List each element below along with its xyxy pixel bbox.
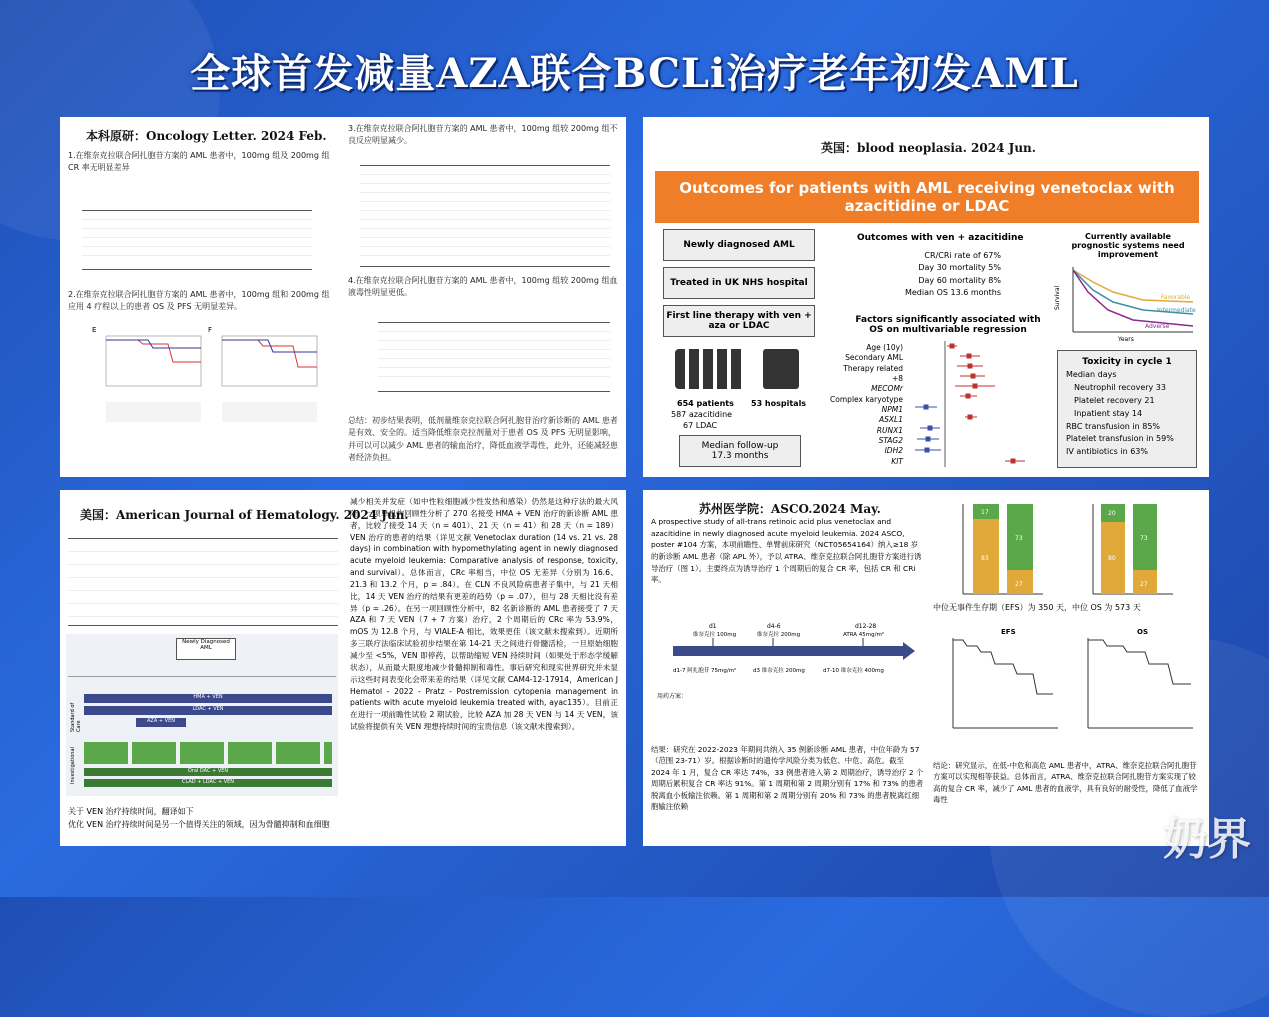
panel3-body-text: 减少相关并发症（如中性粒细胞减少性发热和感染）仍然是这种疗法的最大风险。一项单机构回顾性分析了 270 名接受 HMA + VEN 治疗的新诊断 AML 患者，比较了接受 14 天（n = 401）、21 天（n = 41）和 28 天（n = 189）VEN 治疗的患者的结果（详见文献 Venetoclax duration (14 vs. 21 vs. 28 days) in combination with hypomethylating agent in newly diagnosed acute myeloid leukemia: Comparative analysis of response, toxicity, and survival）。总体而言，CRc 率相当，中位 OS 无差异（分别为 16.6、21.3 和 13.2 个月，p = .84）。在 CLN 不良风险病患者子集中，与 21 天相比，14 天 VEN 治疗的结果有更差的趋势（p = .07），但与 28 天相比没有差异（p = .26）。在另一项回顾性分析中，82 名新诊断的 AML 患者接受了 7 天 AZA 和 7 天 VEN（7 + 7 方案）治疗，2 个周期后的 CRc 率为 53.9%，mOS 为 12.8 个月，与 VIALE-A 相比，效果更佳（该文献未搜索到）。近期所多三联疗法临床试验初步结果在第 14-21 天之间进行骨髓活检，一旦原始细胞减少至 <5%，VEN 即停药，以帮助缩短 VEN 持续时间（如果处于形态学缓解状态），从而最大限度地减少骨髓抑制和毒性。事后研究和现实世界研究并未显示这些时间表变化会带来差的结果（详见文献 CAM4-12-17914，American J Hematol - 2022 - Pratz - Postremission cytopenia management in patients with acute myeloid leukemia treated with, ayac135）。目前正在进行一项前瞻性试验 2 期试验，比较 AZA 加 28 天 VEN 与 14 天 VEN，该试验将提供有关 VEN 理想持续时间的宝贵信息（该文献未搜索到）。 [350, 497, 618, 732]
toxicity-item: IV antibiotics in 63% [1066, 447, 1148, 457]
regimen-label: 用药方案： [657, 693, 688, 700]
panel-oncology-letter [60, 117, 626, 477]
panel-asco [643, 490, 1209, 846]
toxicity-box [1057, 350, 1197, 468]
transfusion-bar-charts [933, 498, 1203, 618]
hospital-icon [763, 349, 799, 389]
ldac-count: 67 LDAC [683, 421, 718, 430]
panel-ajh [60, 490, 626, 846]
years-axis-label: Years [1118, 336, 1134, 342]
timeline-label-d1: d1 [709, 623, 717, 630]
patients-count: 654 patients [677, 399, 734, 408]
timeline-below-1: d1-7 阿扎胞苷 75mg/m² [673, 668, 737, 674]
bar-value-d2: 27 [1140, 581, 1148, 588]
os-title: OS [1137, 628, 1148, 636]
box-first-line: First line therapy with ven + aza or LDAC [663, 305, 815, 337]
table-hematologic-toxicity [378, 322, 610, 392]
efs-title: EFS [1001, 628, 1016, 636]
treatment-flow-diagram [66, 634, 338, 796]
bar-value-a1: 17 [981, 509, 989, 516]
efs-os-median: 中位无事件生存期（EFS）为 350 天，中位 OS 为 573 天 [933, 603, 1141, 612]
bar-value-b1: 83 [981, 555, 989, 562]
bar-hma-ven: HMA + VEN [84, 694, 332, 703]
factors-title: Factors significantly associated with OS on multivariable regression [855, 315, 1041, 335]
prognostic-title: Currently available prognostic systems need improvement [1071, 232, 1185, 259]
toxicity-item: Platelet transfusion in 59% [1066, 434, 1174, 444]
outcome-item: CR/CRi rate of 67% [924, 251, 1001, 260]
factor-label: Secondary AML [845, 353, 903, 363]
panel1-point4: 4.在维奈克拉联合阿扎胞苷方案的 AML 患者中，100mg 组较 200mg 组血液毒性明显更低。 [348, 276, 618, 298]
box-newly-diagnosed: Newly diagnosed AML [663, 229, 815, 261]
factor-label: STAG2 [878, 436, 903, 446]
table-adverse-events [360, 165, 610, 267]
outcome-item: Day 30 mortality 5% [918, 263, 1001, 273]
toxicity-item: RBC transfusion in 85% [1066, 421, 1161, 431]
factor-label: +8 [891, 374, 903, 384]
legend-favorable: Favorable [1161, 294, 1191, 301]
forest-plot [905, 341, 1040, 469]
factor-label: Therapy related [843, 363, 903, 373]
legend-adverse: Adverse [1145, 323, 1170, 330]
panel1-point1: 1.在维奈克拉联合阿扎胞苷方案的 AML 患者中，100mg 组及 200mg 组 CR 率无明显差异 [68, 151, 330, 173]
bar-aza-ven: AZA + VEN [136, 718, 186, 727]
followup-value: 17.3 months [711, 451, 769, 461]
toxicity-item: Median days [1066, 370, 1117, 380]
legend-intermediate: Intermediate [1157, 307, 1196, 314]
toxicity-item: Neutrophil recovery 33 [1074, 383, 1166, 393]
flow-title: Newly Diagnosed AML [176, 638, 236, 660]
toxicity-item: Inpatient stay 14 [1074, 408, 1143, 418]
timeline-label-d12: d12-28 [855, 623, 877, 630]
page-title: 全球首发减量AZA联合BCLi治疗老年初发AML [190, 50, 1079, 97]
factor-label: Complex karyotype [830, 394, 903, 404]
bar-value-b2: 27 [1015, 581, 1023, 588]
panel1-summary: 总结：初步结果表明，低剂量维奈克拉联合阿扎胞苷治疗新诊断的 AML 患者是有效、安全的。适当降低维奈克拉剂量对于患者 OS 及 PFS 无明显影响，并可以可以减少 AML 患者的输血治疗，降低血液学毒性，此外，还能减轻患者经济负担。 [348, 416, 618, 463]
timeline-dose-3: ATRA 45mg/m² [843, 632, 885, 638]
hospitals-count: 53 hospitals [751, 399, 807, 408]
factor-label: ASXL1 [879, 415, 903, 425]
azacitidine-count: 587 azacitidine [671, 410, 733, 419]
side-label-standard: Standard of Care [70, 702, 82, 732]
factor-label: IDH2 [884, 446, 903, 456]
km-plots-os-pfs [88, 322, 328, 432]
panel2-source: 英国：blood neoplasia. 2024 Jun. [821, 141, 1036, 155]
panel3-source: 美国：American Journal of Hematology. 2024 Jun. [80, 508, 409, 522]
factor-label: KIT [891, 456, 903, 466]
panel1-source: 本科原研：Oncology Letter. 2024 Feb. [86, 129, 327, 143]
panel4-result: 结果：研究在 2022-2023 年期间共纳入 35 例新诊断 AML 患者，中位年龄为 57（范围 23-71）岁。根据诊断时的遗传学风险分类为低危、中危、高危。截至 2024 年 1 月，复合 CR 率达 74%，33 例患者进入第 2 周期治疗，诱导治疗 2 个周期后累积复合 CR 率达 91%。第 1 周期和第 2 周期分别有 17% 和 73% 的患者脱离血小板输注依赖。第 1 周期和第 2 周期分别有 20% 和 73% 的患者脱离红细胞输注依赖 [651, 745, 924, 812]
table-ven-regimens [68, 538, 338, 626]
bar-value-c1: 20 [1108, 510, 1116, 517]
side-label-investigational: Investigational [70, 747, 76, 784]
factor-label: NPM1 [881, 405, 903, 415]
timeline-dose-2: 维奈克拉 200mg [757, 632, 801, 638]
treatment-timeline [653, 610, 921, 730]
bar-clad-ldac: CLAD + LDAC + VEN [84, 779, 332, 787]
followup-label: Median follow-up [701, 441, 779, 451]
survival-axis-label: Survival [1054, 285, 1061, 310]
panel4-source: 苏州医学院：ASCO.2024 May. [699, 502, 881, 516]
factor-label: MECOMr [871, 384, 903, 394]
panel-blood-neoplasia [643, 117, 1209, 477]
km-label-e: E [92, 326, 97, 334]
bar-ldac-ven: LDAC + VEN [84, 706, 332, 715]
panel1-point3: 3.在维奈克拉联合阿扎胞苷方案的 AML 患者中，100mg 组较 200mg 组不良反应明显减少。 [348, 124, 618, 146]
panel4-intro: A prospective study of all-trans retinoic acid plus venetoclax and azacitidine in newly diagnosed acute myeloid leukemia. 2024 ASCO, poster #104 方案，本项前瞻性、单臂前床研究（NCT05654164）纳入≥18 岁的新诊断 AML 患者（除 APL 外），予以 ATRA、维奈克拉联合阿扎胞苷方案进行诱导治疗（图 1）。主要终点为诱导治疗 1 个周期后的复合 CR 率，包括 CR 和 CRi 率。 [651, 517, 922, 585]
timeline-dose-1: 维奈克拉 100mg [693, 632, 737, 638]
timeline-below-3: d7-10 维奈克拉 400mg [823, 668, 884, 674]
outcome-item: Day 60 mortality 8% [918, 275, 1001, 285]
watermark-logo: 奶界 [1163, 814, 1251, 865]
outcomes-title: Outcomes with ven + azacitidine [857, 233, 1024, 243]
investigational-combos [84, 742, 332, 764]
box-uk-nhs: Treated in UK NHS hospital [663, 267, 815, 299]
bar-oral-dac: Oral DAC + VEN [84, 768, 332, 776]
median-followup-box [679, 435, 801, 467]
patients-icon [675, 349, 745, 389]
panel1-point2: 2.在维奈克拉联合阿扎胞苷方案的 AML 患者中，100mg 组和 200mg 组应用 4 疗程以上的患者 OS 及 PFS 无明显差异。 [68, 290, 330, 312]
table-cr-rate [82, 210, 312, 270]
mutation-row [68, 664, 336, 677]
bar-value-c2: 73 [1140, 535, 1148, 542]
factor-label: RUNX1 [876, 425, 903, 435]
bar-value-a2: 73 [1015, 535, 1023, 542]
timeline-label-d4: d4-6 [767, 623, 781, 630]
factor-label: Age (10y) [866, 343, 903, 352]
prognostic-survival-chart [1053, 262, 1198, 342]
factors-list [813, 343, 903, 467]
outcomes-list [881, 250, 1001, 300]
toxicity-item: Platelet recovery 21 [1074, 395, 1155, 405]
efs-os-curves [933, 624, 1203, 744]
panel3-bottom-text: 关于 VEN 治疗持续时间，翻译如下 优化 VEN 治疗持续时间是另一个值得关注的领域，因为骨髓抑制和血细胞 [68, 807, 330, 829]
toxicity-title: Toxicity in cycle 1 [1082, 357, 1172, 367]
outcomes-banner: Outcomes for patients with AML receiving venetoclax with azacitidine or LDAC [655, 171, 1199, 223]
panel4-conclusion: 结论：研究显示，在低-中危和高危 AML 患者中，ATRA、维奈克拉联合阿扎胞苷方案可以实现相等获益。总体而言，ATRA、维奈克拉联合阿扎胞苷方案实现了较高的复合 CR 率，减少了 AML 患者的血液学，具有良好的耐受性，降低了血液学毒性 [933, 761, 1198, 805]
bar-value-d1: 80 [1108, 555, 1116, 562]
km-label-f: F [208, 326, 213, 334]
timeline-below-2: d3 维奈克拉 200mg [753, 668, 805, 674]
outcome-item: Median OS 13.6 months [904, 288, 1001, 298]
